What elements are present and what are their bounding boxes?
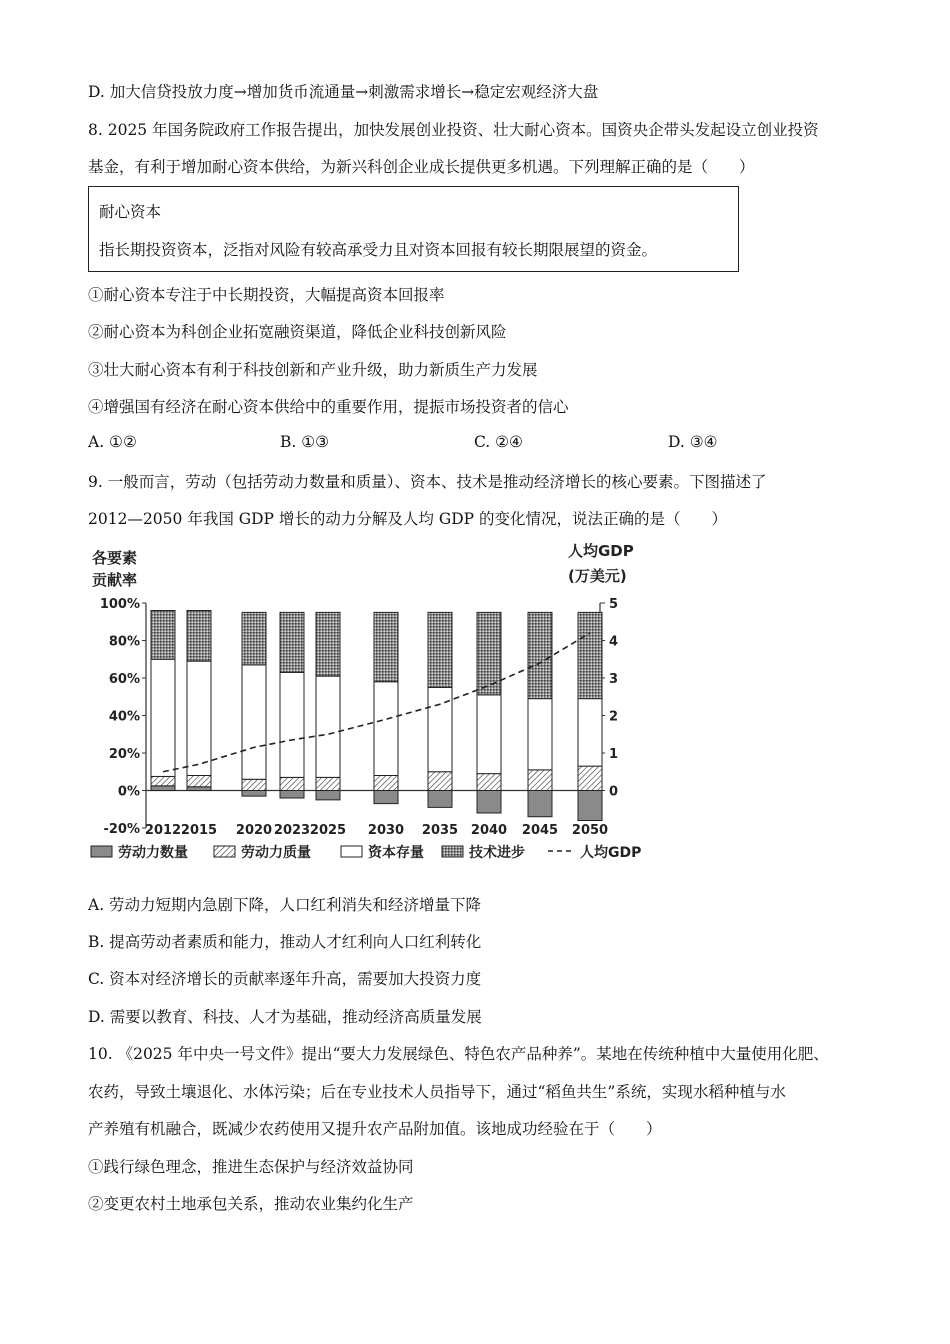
left-axis-title: 各要素 <box>92 549 138 567</box>
bar-labor-quantity <box>151 786 175 791</box>
bar-capital-stock <box>528 699 552 770</box>
right-tick-label: 0 <box>609 784 619 800</box>
bar-capital-stock <box>477 695 501 774</box>
right-axis-title: (万美元) <box>568 567 627 585</box>
q8-statement-1: ①耐心资本专注于中长期投资，大幅提高资本回报率 <box>88 286 445 304</box>
q8-stem-line1: 8. 2025 年国务院政府工作报告提出，加快发展创业投资、壮大耐心资本。国资央企带头发起设立创业投资 <box>88 121 819 139</box>
bar-labor-quality <box>316 777 340 790</box>
q9-stem-line2: 2012—2050 年我国 GDP 增长的动力分解及人均 GDP 的变化情况，说法正确的是（ ） <box>88 510 728 528</box>
bar-tech-progress <box>477 612 501 695</box>
bar-labor-quantity <box>477 791 501 814</box>
left-tick-label: 100% <box>99 597 140 612</box>
x-tick-label: 2023 <box>273 823 311 838</box>
bar-labor-quality <box>477 774 501 791</box>
left-tick-label: 0% <box>117 784 140 800</box>
bar-tech-progress <box>280 612 304 672</box>
bar-labor-quantity <box>528 791 552 817</box>
bar-labor-quality <box>528 770 552 791</box>
bar-tech-progress <box>151 611 175 660</box>
q8-statement-2: ②耐心资本为科创企业拓宽融资渠道，降低企业科技创新风险 <box>88 323 507 341</box>
bar-labor-quantity <box>280 791 304 799</box>
legend-label: 资本存量 <box>368 845 424 861</box>
legend-label: 人均GDP <box>580 845 642 861</box>
right-tick-label: 1 <box>609 747 619 762</box>
bar-capital-stock <box>428 687 452 771</box>
q8-stem-line2: 基金，有利于增加耐心资本供给，为新兴科创企业成长提供更多机遇。下列理解正确的是（ ） <box>88 158 755 176</box>
definition-box <box>88 186 739 272</box>
left-tick-label: 40% <box>108 709 140 725</box>
x-tick-label: 2050 <box>571 823 609 838</box>
right-tick-label: 4 <box>609 634 619 650</box>
legend-label: 技术进步 <box>469 845 525 861</box>
legend-swatch <box>442 846 463 857</box>
x-tick-label: 2040 <box>470 823 508 838</box>
bar-capital-stock <box>316 676 340 777</box>
bar-capital-stock <box>242 665 266 779</box>
left-tick-label: 80% <box>108 634 140 650</box>
legend-swatch <box>91 846 112 857</box>
right-tick-label: 5 <box>609 597 619 612</box>
q9-stem-line1: 9. 一般而言，劳动（包括劳动力数量和质量）、资本、技术是推动经济增长的核心要素。下图描述了 <box>88 473 767 491</box>
q10-stem-line3: 产养殖有机融合，既减少农药使用又提升农产品附加值。该地成功经验在于（ ） <box>88 1120 662 1138</box>
bar-tech-progress <box>578 612 602 698</box>
left-tick-label: 60% <box>108 672 140 687</box>
q8-option-a: A. ①② <box>88 433 137 451</box>
bar-labor-quality <box>242 779 266 790</box>
bar-labor-quality <box>151 776 175 785</box>
bar-capital-stock <box>374 682 398 776</box>
q10-statement-1: ①践行绿色理念，推进生态保护与经济效益协同 <box>88 1158 414 1176</box>
bar-tech-progress <box>528 612 552 698</box>
bar-labor-quantity <box>187 787 211 791</box>
q8-option-d: D. ③④ <box>668 433 718 451</box>
legend-label: 劳动力数量 <box>118 845 188 861</box>
bar-capital-stock <box>151 659 175 776</box>
q9-option-a: A. 劳动力短期内急剧下降，人口红利消失和经济增量下降 <box>88 896 482 914</box>
bar-labor-quality <box>428 772 452 791</box>
bar-tech-progress <box>187 611 211 662</box>
q8-statement-4: ④增强国有经济在耐心资本供给中的重要作用，提振市场投资者的信心 <box>88 398 569 416</box>
bar-labor-quantity <box>374 791 398 804</box>
bar-tech-progress <box>242 612 266 665</box>
x-tick-label: 2030 <box>367 823 405 838</box>
x-tick-label: 2025 <box>309 823 347 838</box>
right-axis-title: 人均GDP <box>568 542 634 560</box>
legend-swatch <box>214 846 235 857</box>
q8-option-b: B. ①③ <box>280 433 330 451</box>
q10-stem-line1: 10. 《2025 年中央一号文件》提出“要大力发展绿色、特色农产品种养”。某地在传统种植中大量使用化肥、 <box>88 1045 829 1063</box>
q9-option-d: D. 需要以教育、科技、人才为基础，推动经济高质量发展 <box>88 1008 482 1026</box>
left-tick-label: -20% <box>103 822 140 837</box>
q7-option-d: D. 加大信贷投放力度→增加货币流通量→刺激需求增长→稳定宏观经济大盘 <box>88 83 599 101</box>
gdp-chart <box>82 536 642 876</box>
definition-title: 耐心资本 <box>99 203 162 221</box>
left-tick-label: 20% <box>108 747 140 762</box>
legend-label: 劳动力质量 <box>241 845 311 861</box>
bar-capital-stock <box>280 672 304 777</box>
x-tick-label: 2045 <box>521 823 559 838</box>
x-tick-label: 2020 <box>235 823 273 838</box>
bar-labor-quantity <box>578 791 602 821</box>
bar-tech-progress <box>374 612 398 681</box>
bar-labor-quality <box>374 776 398 791</box>
bar-labor-quantity <box>428 791 452 808</box>
q8-option-c: C. ②④ <box>474 433 523 451</box>
q9-option-c: C. 资本对经济增长的贡献率逐年升高，需要加大投资力度 <box>88 970 482 988</box>
x-tick-label: 2015 <box>180 823 218 838</box>
legend-swatch <box>341 846 362 857</box>
bar-tech-progress <box>428 612 452 687</box>
definition-text: 指长期投资资本，泛指对风险有较高承受力且对资本回报有较长期限展望的资金。 <box>99 241 658 259</box>
x-tick-label: 2012 <box>144 823 182 838</box>
bar-labor-quantity <box>316 791 340 800</box>
bar-labor-quality <box>187 776 211 787</box>
bar-tech-progress <box>316 612 340 676</box>
q10-stem-line2: 农药，导致土壤退化、水体污染；后在专业技术人员指导下，通过“稻鱼共生”系统，实现水稻种植与水 <box>88 1083 786 1101</box>
q8-statement-3: ③壮大耐心资本有利于科技创新和产业升级，助力新质生产力发展 <box>88 361 538 379</box>
left-axis-title: 贡献率 <box>92 571 138 589</box>
q9-option-b: B. 提高劳动者素质和能力，推动人才红利向人口红利转化 <box>88 933 482 951</box>
bar-labor-quantity <box>242 791 266 797</box>
bar-labor-quality <box>578 766 602 790</box>
q10-statement-2: ②变更农村土地承包关系，推动农业集约化生产 <box>88 1195 414 1213</box>
bar-labor-quality <box>280 777 304 790</box>
x-tick-label: 2035 <box>421 823 459 838</box>
right-tick-label: 2 <box>609 709 619 725</box>
bar-capital-stock <box>187 661 211 775</box>
right-tick-label: 3 <box>609 672 619 687</box>
bar-capital-stock <box>578 699 602 767</box>
